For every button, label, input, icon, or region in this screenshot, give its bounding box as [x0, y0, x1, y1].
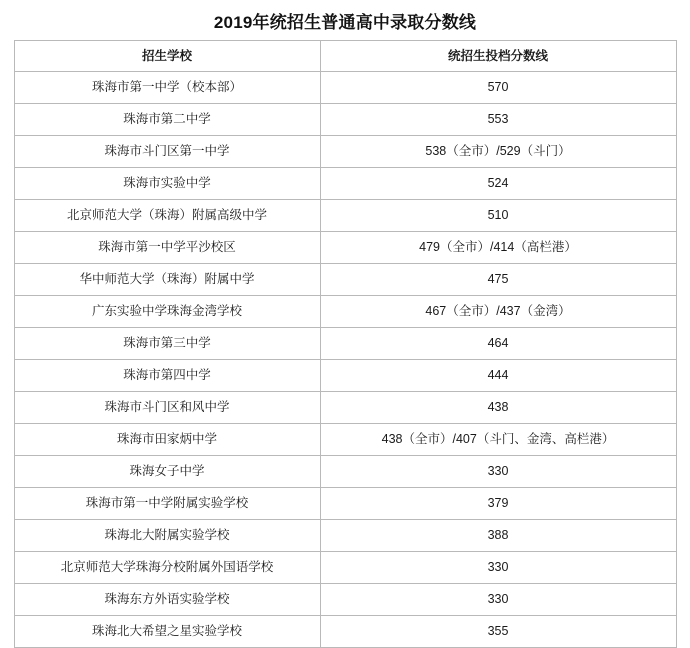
cell-score: 570 — [320, 72, 676, 104]
table-row — [14, 456, 676, 488]
cell-school: 珠海市第二中学 — [14, 104, 320, 136]
cell-score: 438（全市）/407（斗门、金湾、高栏港） — [320, 424, 676, 456]
table-row — [14, 488, 676, 520]
table-row — [14, 520, 676, 552]
cell-score: 379 — [320, 488, 676, 520]
cell-score: 479（全市）/414（高栏港） — [320, 232, 676, 264]
column-header-score: 统招生投档分数线 — [320, 41, 676, 72]
table-row — [14, 104, 676, 136]
cell-score: 464 — [320, 328, 676, 360]
cell-score: 467（全市）/437（金湾） — [320, 296, 676, 328]
table-row — [14, 200, 676, 232]
cell-school: 珠海市斗门区第一中学 — [14, 136, 320, 168]
cell-school: 珠海市斗门区和风中学 — [14, 392, 320, 424]
table-row — [14, 552, 676, 584]
cell-school: 珠海女子中学 — [14, 456, 320, 488]
table-row — [14, 616, 676, 648]
cell-score: 388 — [320, 520, 676, 552]
cell-score: 438 — [320, 392, 676, 424]
cell-school: 珠海市第一中学平沙校区 — [14, 232, 320, 264]
table-row — [14, 392, 676, 424]
cell-school: 珠海市第一中学（校本部） — [14, 72, 320, 104]
table-row — [14, 72, 676, 104]
cell-school: 珠海北大附属实验学校 — [14, 520, 320, 552]
cell-score: 330 — [320, 552, 676, 584]
table-body — [14, 41, 676, 648]
cell-school: 珠海市第三中学 — [14, 328, 320, 360]
table-row — [14, 264, 676, 296]
page-title: 2019年统招生普通高中录取分数线 — [213, 13, 477, 32]
cell-score: 355 — [320, 616, 676, 648]
cell-school: 珠海东方外语实验学校 — [14, 584, 320, 616]
table-header-row — [14, 41, 676, 72]
column-header-school: 招生学校 — [14, 41, 320, 72]
cell-score: 510 — [320, 200, 676, 232]
table-row — [14, 168, 676, 200]
table-row — [14, 136, 676, 168]
cell-school: 珠海市实验中学 — [14, 168, 320, 200]
cell-score: 330 — [320, 456, 676, 488]
cell-school: 华中师范大学（珠海）附属中学 — [14, 264, 320, 296]
table-row — [14, 424, 676, 456]
cell-school: 珠海市第一中学附属实验学校 — [14, 488, 320, 520]
cell-school: 珠海市田家炳中学 — [14, 424, 320, 456]
cell-score: 524 — [320, 168, 676, 200]
cell-school: 珠海北大希望之星实验学校 — [14, 616, 320, 648]
cell-school: 广东实验中学珠海金湾学校 — [14, 296, 320, 328]
table-row — [14, 328, 676, 360]
cell-score: 553 — [320, 104, 676, 136]
admission-score-table — [14, 40, 677, 648]
table-row — [14, 360, 676, 392]
cell-score: 538（全市）/529（斗门） — [320, 136, 676, 168]
cell-score: 444 — [320, 360, 676, 392]
cell-school: 北京师范大学珠海分校附属外国语学校 — [14, 552, 320, 584]
cell-score: 330 — [320, 584, 676, 616]
cell-score: 475 — [320, 264, 676, 296]
cell-school: 北京师范大学（珠海）附属高级中学 — [14, 200, 320, 232]
table-row — [14, 232, 676, 264]
table-row — [14, 584, 676, 616]
cell-school: 珠海市第四中学 — [14, 360, 320, 392]
table-row — [14, 296, 676, 328]
